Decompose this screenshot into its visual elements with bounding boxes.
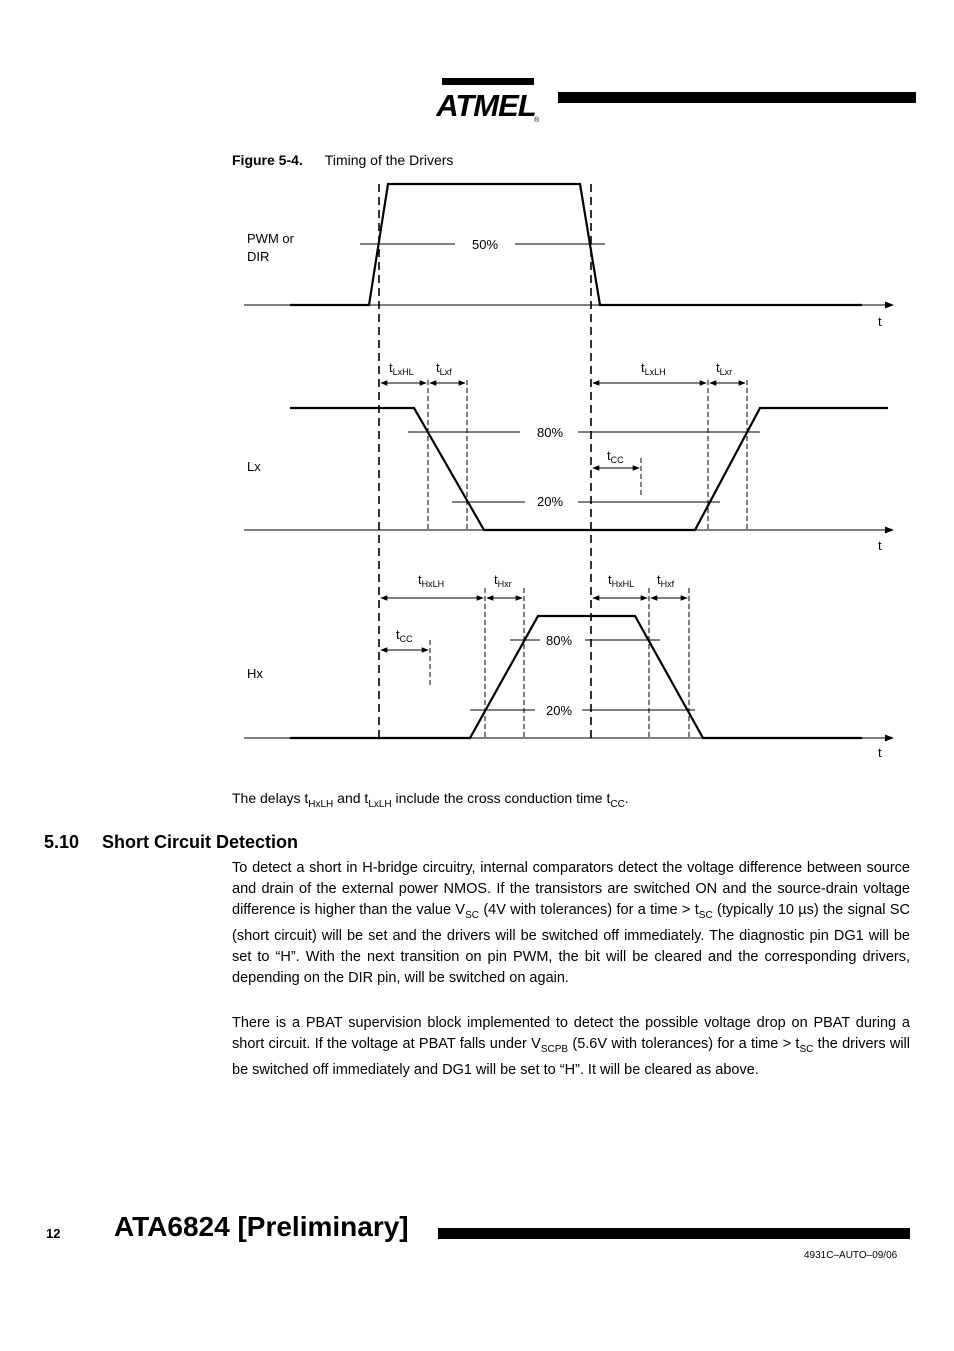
figure-title: Timing of the Drivers xyxy=(324,152,454,168)
t-hxr-label: $t_{Hxr}$ xyxy=(494,572,512,589)
lx-80-label: 80% xyxy=(537,425,564,440)
hx-20-label: 20% xyxy=(546,703,573,718)
delay-note: The delays $t_{HxLH}$ and $t_{LxLH}$ include the cross conduction time $t_{CC}$. xyxy=(232,790,629,810)
t-cc-hx-label: $t_{CC}$ xyxy=(396,627,413,644)
paragraph-short-circuit: To detect a short in H-bridge circuitry, internal comparators detect the voltage difference between source and drain of the external power NMOS. If the transistors are switched ON and the source-drain voltage difference is higher than the value $V_{SC}$ (4V with tolerances) for a time > $t_{SC}$ (typically 10 µs) the signal SC (short circuit) will be set and the drivers will be switched off immediately. The diagnostic pin DG1 will be set to “H”. With the next transition on pin PWM, the bit will be cleared and the corresponding drivers, depending on the DIR pin, will be switched on again. xyxy=(232,860,910,986)
section-title: Short Circuit Detection xyxy=(102,832,299,852)
footer-rule xyxy=(438,1228,910,1239)
registered-mark: ® xyxy=(534,117,540,124)
lx-signal xyxy=(244,360,893,553)
paragraph-pbat-supervision: There is a PBAT supervision block implemented to detect the possible voltage drop on PBAT during a short circuit. If the voltage at PBAT falls under $V_{SCPB}$ (5.6V with tolerances) for a time > $t_{SC}$ the drivers will be switched off immediately and DG1 will be set to “H”. It will be cleared as above. xyxy=(232,1015,911,1078)
lx-20-label: 20% xyxy=(537,494,564,509)
t-lxhl-label: $t_{LxHL}$ xyxy=(389,360,414,377)
t-cc-lx-label: $t_{CC}$ xyxy=(607,448,624,465)
t-lxf-label: $t_{Lxf}$ xyxy=(436,360,452,377)
pwm-label-line2: DIR xyxy=(247,249,270,264)
hx-waveform xyxy=(290,616,862,738)
figure-number: Figure 5-4. xyxy=(232,152,303,168)
document-code: 4931C–AUTO–09/06 xyxy=(804,1250,898,1261)
section-number: 5.10 xyxy=(44,832,80,852)
pwm-signal xyxy=(244,184,893,329)
atmel-logo-text: ATMEL xyxy=(436,88,536,123)
lx-timing-ticks xyxy=(428,380,747,530)
t-lxr-label: $t_{Lxr}$ xyxy=(716,360,733,377)
pwm-50-label: 50% xyxy=(472,237,499,252)
section-heading xyxy=(44,832,298,853)
hx-80-label: 80% xyxy=(546,633,573,648)
hx-axis-t: t xyxy=(878,745,882,760)
t-hxlh-label: $t_{HxLH}$ xyxy=(418,572,445,589)
page-number: 12 xyxy=(46,1226,61,1241)
t-hxf-label: $t_{Hxf}$ xyxy=(657,572,675,589)
lx-label: Lx xyxy=(247,459,261,474)
pwm-axis-t: t xyxy=(878,314,882,329)
hx-label: Hx xyxy=(247,666,263,681)
t-lxlh-label: $t_{LxLH}$ xyxy=(641,360,666,377)
pwm-label-line1: PWM or xyxy=(247,231,294,246)
hx-signal xyxy=(244,572,893,760)
lx-axis-t: t xyxy=(878,538,882,553)
t-hxhl-label: $t_{HxHL}$ xyxy=(608,572,635,589)
document-title: ATA6824 [Preliminary] xyxy=(114,1211,409,1242)
